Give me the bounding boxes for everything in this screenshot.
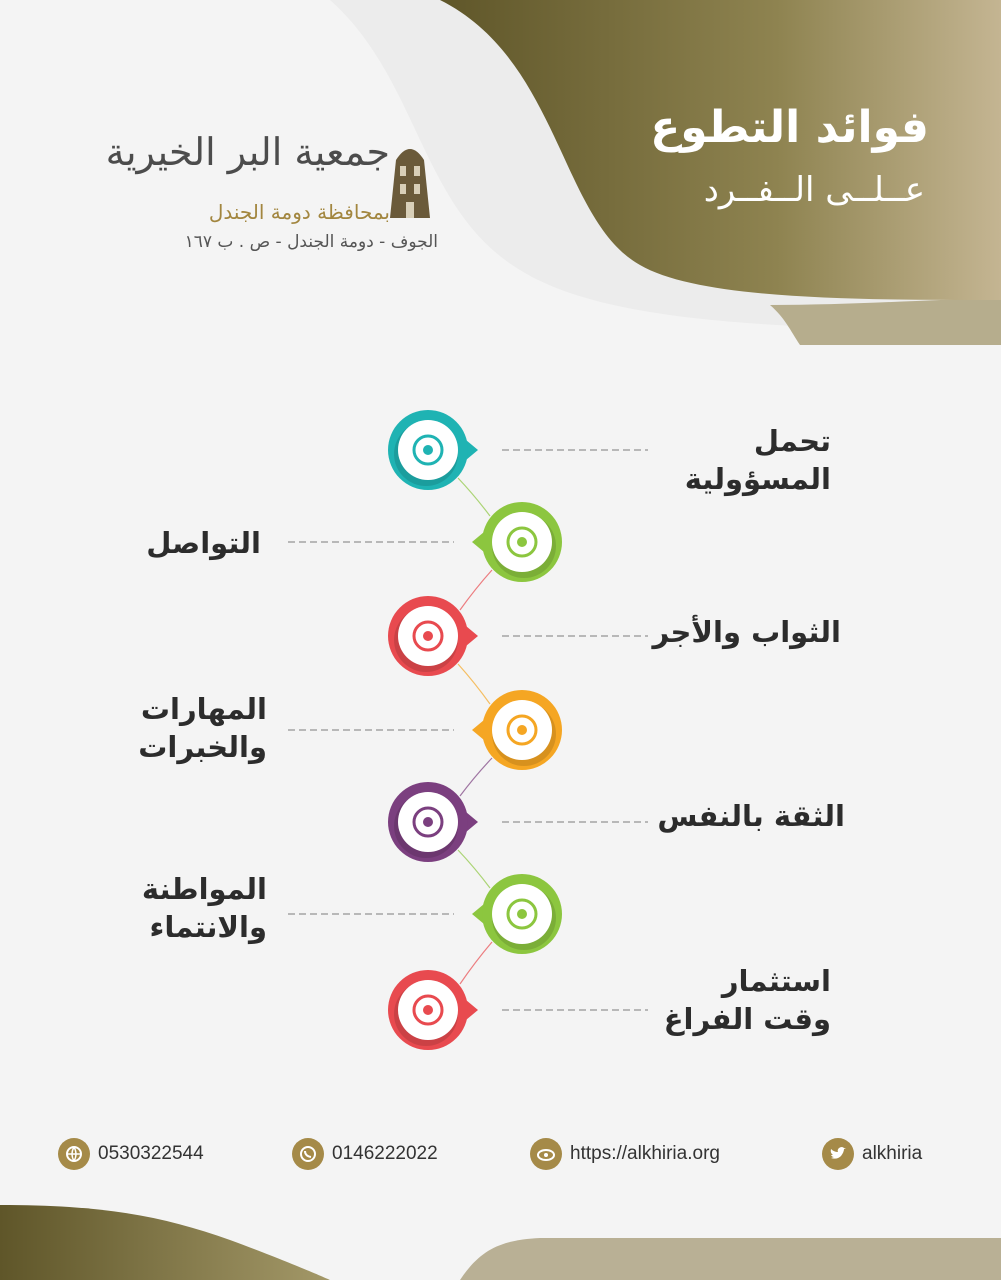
benefit-label: التواصل [146,526,261,560]
connector-line [460,942,492,984]
person-raising-arms-icon [388,596,478,676]
contact-website[interactable] [530,1136,720,1172]
connector-line [458,664,490,704]
benefit-label: المواطنة والانتماء [141,872,267,944]
contact-website-text: https://alkhiria.org [570,1143,720,1164]
contact-whatsapp-text: 0146222022 [332,1143,438,1164]
page-subtitle: عــلــى الــفــرد [703,170,925,210]
connector-line [458,478,490,516]
heart-muscle-icon [388,410,478,490]
benefit-label: المهارات والخبرات [138,692,267,764]
certificate-icon [472,690,562,770]
group-icon [472,874,562,954]
dashed-leaders [288,450,648,1010]
contact-phone-text: 0530322544 [98,1143,204,1164]
benefit-label: تحمل المسؤولية [684,424,831,496]
phone-icon [58,1138,90,1170]
benefit-label: الثقة بالنفس [657,799,845,833]
page-title: فوائد التطوع [650,102,929,153]
connector-line [460,758,492,796]
logo-region: بمحافظة دومة الجندل [208,200,390,224]
benefit-label: استثمار وقت الفراغ [663,964,831,1036]
contact-twitter-text: alkhiria [862,1143,923,1164]
logo-organization-name: جمعية البر الخيرية [105,130,390,174]
contact-twitter[interactable] [822,1136,922,1172]
logo-address: الجوف - دومة الجندل - ص . ب ١٦٧ [184,232,438,252]
organization-logo [80,128,438,258]
contact-whatsapp[interactable] [292,1136,438,1172]
whatsapp-icon [292,1138,324,1170]
tower-logo-icon [382,130,438,220]
brain-bulb-icon [388,782,478,862]
connector-line [458,850,490,888]
twitter-icon [822,1138,854,1170]
connector-line [460,570,492,610]
calendar-icon [388,970,478,1050]
web-icon [530,1138,562,1170]
benefit-label: الثواب والأجر [652,615,841,649]
contact-phone[interactable] [58,1136,204,1172]
people-network-icon [472,502,562,582]
